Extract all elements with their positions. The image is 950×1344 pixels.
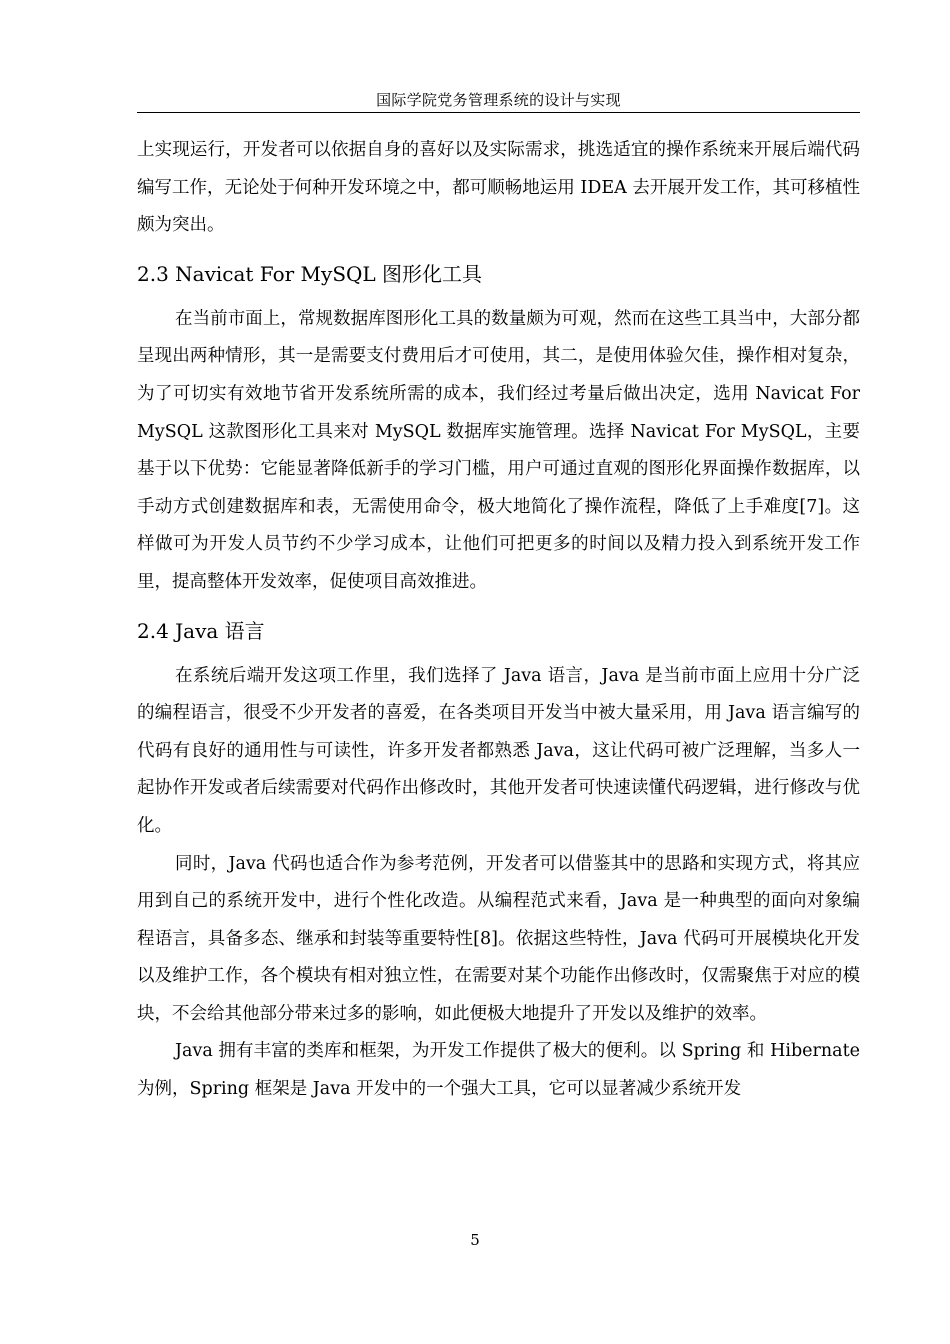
document-body: [137, 132, 860, 1109]
page-number: 5: [470, 1231, 480, 1249]
paragraph-continuation: 上实现运行，开发者可以依据自身的喜好以及实际需求，挑选适宜的操作系统来开展后端代码编写工作，无论处于何种开发环境之中，都可顺畅地运用 IDEA 去开展开发工作，其可移植性颇为突出。: [137, 140, 860, 236]
paragraph-java-oop: 同时，Java 代码也适合作为参考范例，开发者可以借鉴其中的思路和实现方式，将其应用到自己的系统开发中，进行个性化改造。从编程范式来看，Java 是一种典型的面向对象编程语言，具备多态、继承和封装等重要特性[8]。依据这些特性，Java 代码可开展模块化开发以及维护工作，各个模块有相对独立性，在需要对某个功能作出修改时，仅需聚焦于对应的模块，不会给其他部分带来过多的影响，如此便极大地提升了开发以及维护的效率。: [137, 853, 860, 1024]
paragraph-navicat: 在当前市面上，常规数据库图形化工具的数量颇为可观，然而在这些工具当中，大部分都呈现出两种情形，其一是需要支付费用后才可使用，其二，是使用体验欠佳，操作相对复杂，为了可切实有效地节省开发系统所需的成本，我们经过考量后做出决定，选用 Navicat For MySQL 这款图形化工具来对 MySQL 数据库实施管理。选择 Navicat For MySQL，主要基于以下优势：它能显著降低新手的学习门槛，用户可通过直观的图形化界面操作数据库，以手动方式创建数据库和表，无需使用命令，极大地简化了操作流程，降低了上手难度[7]。这样做可为开发人员节约不少学习成本，让他们可把更多的时间以及精力投入到系统开发工作里，提高整体开发效率，促使项目高效推进。: [137, 308, 860, 592]
paragraph-java-frameworks: Java 拥有丰富的类库和框架，为开发工作提供了极大的便利。以 Spring 和 Hibernate 为例，Spring 框架是 Java 开发中的一个强大工具，它可以显著减少系统开发: [137, 1041, 860, 1100]
section-heading-2-3: 2.3 Navicat For MySQL 图形化工具: [137, 261, 483, 286]
running-header: 国际学院党务管理系统的设计与实现: [376, 91, 621, 109]
paragraph-java-intro: 在系统后端开发这项工作里，我们选择了 Java 语言，Java 是当前市面上应用十分广泛的编程语言，很受不少开发者的喜爱，在各类项目开发当中被大量采用，用 Java 语言编写的代码有良好的通用性与可读性，许多开发者都熟悉 Java，这让代码可被广泛理解，当多人一起协作开发或者后续需要对代码作出修改时，其他开发者可快速读懂代码逻辑，进行修改与优化。: [137, 665, 860, 836]
header-rule: [137, 112, 860, 113]
section-heading-2-4: 2.4 Java 语言: [137, 618, 265, 643]
